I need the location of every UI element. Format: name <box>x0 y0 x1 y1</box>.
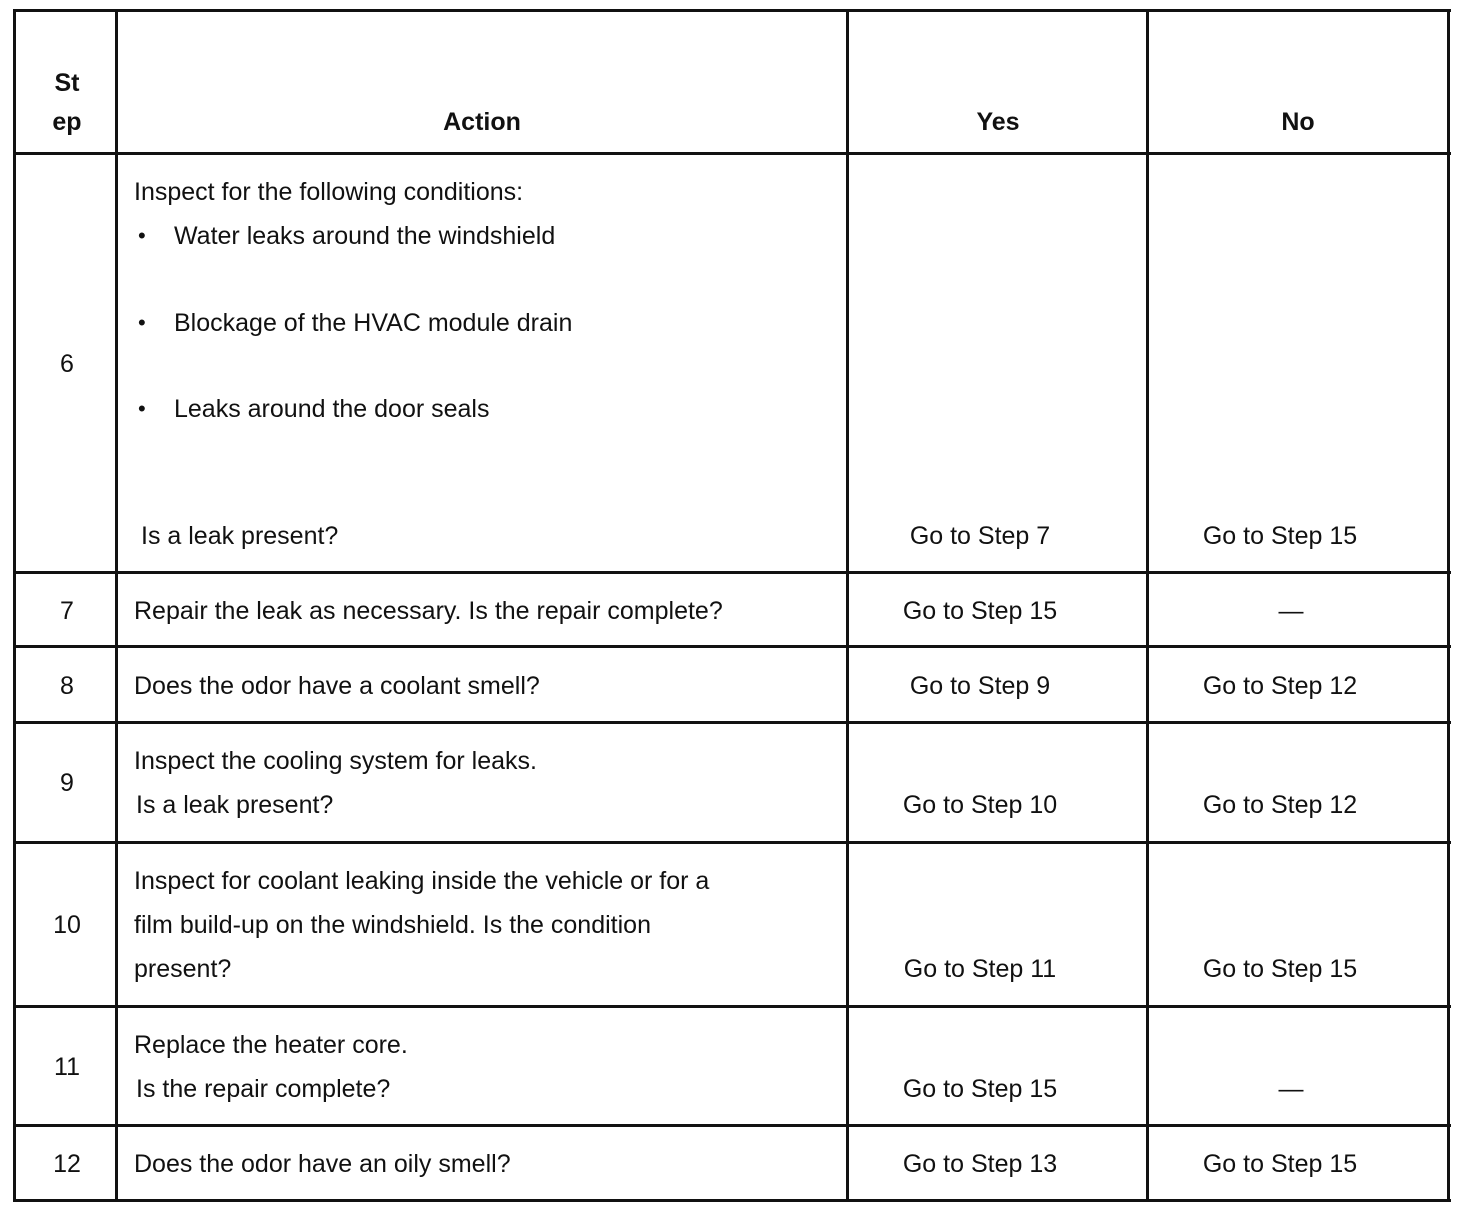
bullet-icon: • <box>138 310 146 335</box>
yes-cell: Go to Step 10 <box>902 791 1058 819</box>
row-divider <box>14 1124 1451 1127</box>
bullet-icon: • <box>138 396 146 421</box>
action-line: present? <box>134 955 232 983</box>
action-line: Replace the heater core. <box>134 1031 408 1059</box>
step-number: 12 <box>53 1150 81 1178</box>
header-divider <box>14 152 1451 155</box>
no-cell: Go to Step 15 <box>1202 955 1358 983</box>
yes-cell: Go to Step 9 <box>909 672 1051 700</box>
no-cell: — <box>1278 597 1304 625</box>
header-yes: Yes <box>976 108 1020 136</box>
table-border-right <box>1447 9 1450 1202</box>
action-line: Is a leak present? <box>136 791 334 819</box>
row-divider <box>14 841 1451 844</box>
yes-cell: Go to Step 11 <box>903 955 1057 983</box>
action-text: Does the odor have an oily smell? <box>134 1150 511 1178</box>
action-question: Is a leak present? <box>141 522 339 550</box>
header-step-line2: ep <box>52 108 82 136</box>
no-cell: Go to Step 12 <box>1202 672 1358 700</box>
table-border-bottom <box>14 1199 1451 1202</box>
no-cell: Go to Step 15 <box>1202 1150 1358 1178</box>
row-divider <box>14 571 1451 574</box>
table-border-left <box>13 9 16 1202</box>
action-line: Is the repair complete? <box>136 1075 391 1103</box>
step-number: 10 <box>53 911 81 939</box>
column-divider <box>846 9 849 1202</box>
header-no: No <box>1281 108 1315 136</box>
bullet-item: Blockage of the HVAC module drain <box>174 309 573 337</box>
row-divider <box>14 645 1451 648</box>
step-number: 11 <box>54 1053 80 1081</box>
no-cell: Go to Step 12 <box>1202 791 1358 819</box>
no-cell: — <box>1278 1075 1304 1103</box>
bullet-item: Water leaks around the windshield <box>174 222 556 250</box>
yes-cell: Go to Step 15 <box>902 1075 1058 1103</box>
header-action: Action <box>443 108 521 136</box>
action-text: Repair the leak as necessary. Is the repair complete? <box>134 597 723 625</box>
step-number: 9 <box>60 769 74 797</box>
header-step-line1: St <box>54 69 80 97</box>
yes-cell: Go to Step 13 <box>902 1150 1058 1178</box>
table-border-top <box>14 9 1451 12</box>
yes-cell: Go to Step 7 <box>909 522 1051 550</box>
action-line: film build-up on the windshield. Is the condition <box>134 911 651 939</box>
step-number: 6 <box>60 350 74 378</box>
action-text: Inspect for the following conditions: <box>134 178 524 206</box>
bullet-item: Leaks around the door seals <box>174 395 490 423</box>
bullet-icon: • <box>138 223 146 248</box>
step-number: 8 <box>60 672 74 700</box>
yes-cell: Go to Step 15 <box>902 597 1058 625</box>
step-number: 7 <box>60 597 74 625</box>
no-cell: Go to Step 15 <box>1202 522 1358 550</box>
row-divider <box>14 721 1451 724</box>
action-line: Inspect for coolant leaking inside the vehicle or for a <box>134 867 710 895</box>
row-divider <box>14 1005 1451 1008</box>
action-line: Inspect the cooling system for leaks. <box>134 747 537 775</box>
action-text: Does the odor have a coolant smell? <box>134 672 540 700</box>
